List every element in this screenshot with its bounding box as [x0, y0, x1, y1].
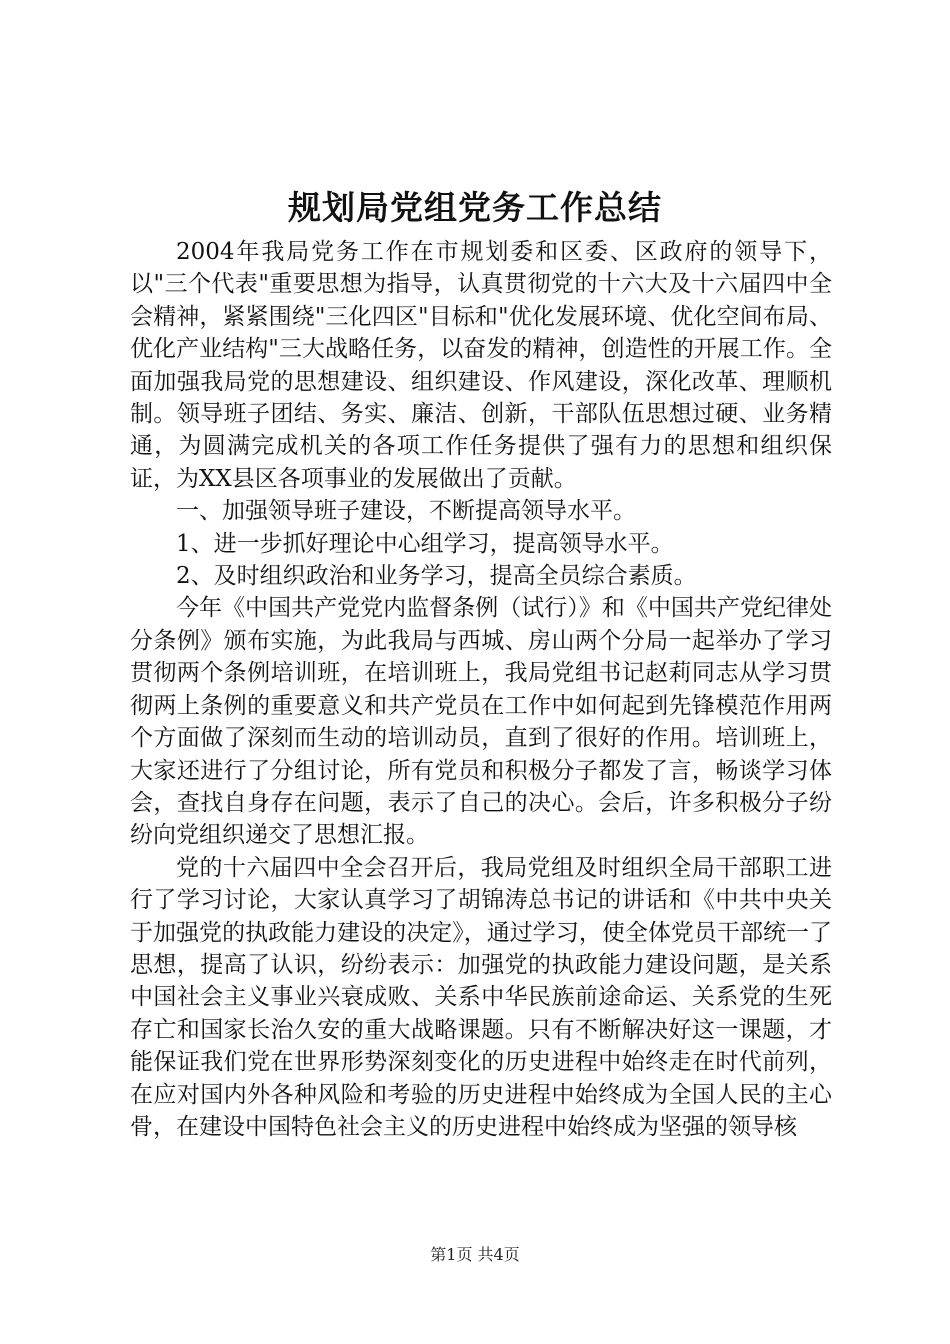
subsection-heading-1: 1、进一步抓好理论中心组学习，提高领导水平。: [176, 530, 674, 557]
document-body: [130, 236, 832, 1143]
paragraph-plenary: 党的十六届四中全会召开后，我局党组及时组织全局干部职工进行了学习讨论，大家认真学习了胡锦涛总书记的讲话和《中共中央关于加强党的执政能力建设的决定》，通过学习，使全体党员干部统一了思想，提高了认识，纷纷表示：加强党的执政能力建设问题，是关系中国社会主义事业兴衰成败、关系中华民族前途命运、关系党的生死存亡和国家长治久安的重大战略课题。只有不断解决好这一课题，才能保证我们党在世界形势深刻变化的历史进程中始终走在时代前列，在应对国内外各种风险和考验的历史进程中始终成为全国人民的主心骨，在建设中国特色社会主义的历史进程中始终成为坚强的领导核: [130, 854, 832, 1140]
document-title: 规划局党组党务工作总结: [288, 188, 662, 227]
section-heading-1: 一、加强领导班子建设，不断提高领导水平。: [176, 498, 636, 525]
subsection-heading-2: 2、及时组织政治和业务学习，提高全员综合素质。: [176, 563, 697, 590]
page-number: 第1页 共4页: [430, 1245, 520, 1264]
paragraph-intro: 2004年我局党务工作在市规划委和区委、区政府的领导下，以"三个代表"重要思想为指导，认真贯彻党的十六大及十六届四中全会精神，紧紧围绕"三化四区"目标和"优化发展环境、优化空间布局、优化产业结构"三大战略任务，以奋发的精神，创造性的开展工作。全面加强我局党的思想建设、组织建设、作风建设，深化改革、理顺机制。领导班子团结、务实、廉洁、创新，干部队伍思想过硬、业务精通，为圆满完成机关的各项工作任务提供了强有力的思想和组织保证，为XX县区各项事业的发展做出了贡献。: [130, 239, 832, 492]
paragraph-training: 今年《中国共产党党内监督条例（试行）》和《中国共产党纪律处分条例》颁布实施，为此我局与西城、房山两个分局一起举办了学习贯彻两个条例培训班，在培训班上，我局党组书记赵莉同志从学习贯彻两上条例的重要意义和共产党员在工作中如何起到先锋模范作用两个方面做了深刻而生动的培训动员，直到了很好的作用。培训班上，大家还进行了分组讨论，所有党员和积极分子都发了言，畅谈学习体会，查找自身存在问题，表示了自己的决心。会后，许多积极分子纷纷向党组织递交了思想汇报。: [130, 595, 832, 849]
